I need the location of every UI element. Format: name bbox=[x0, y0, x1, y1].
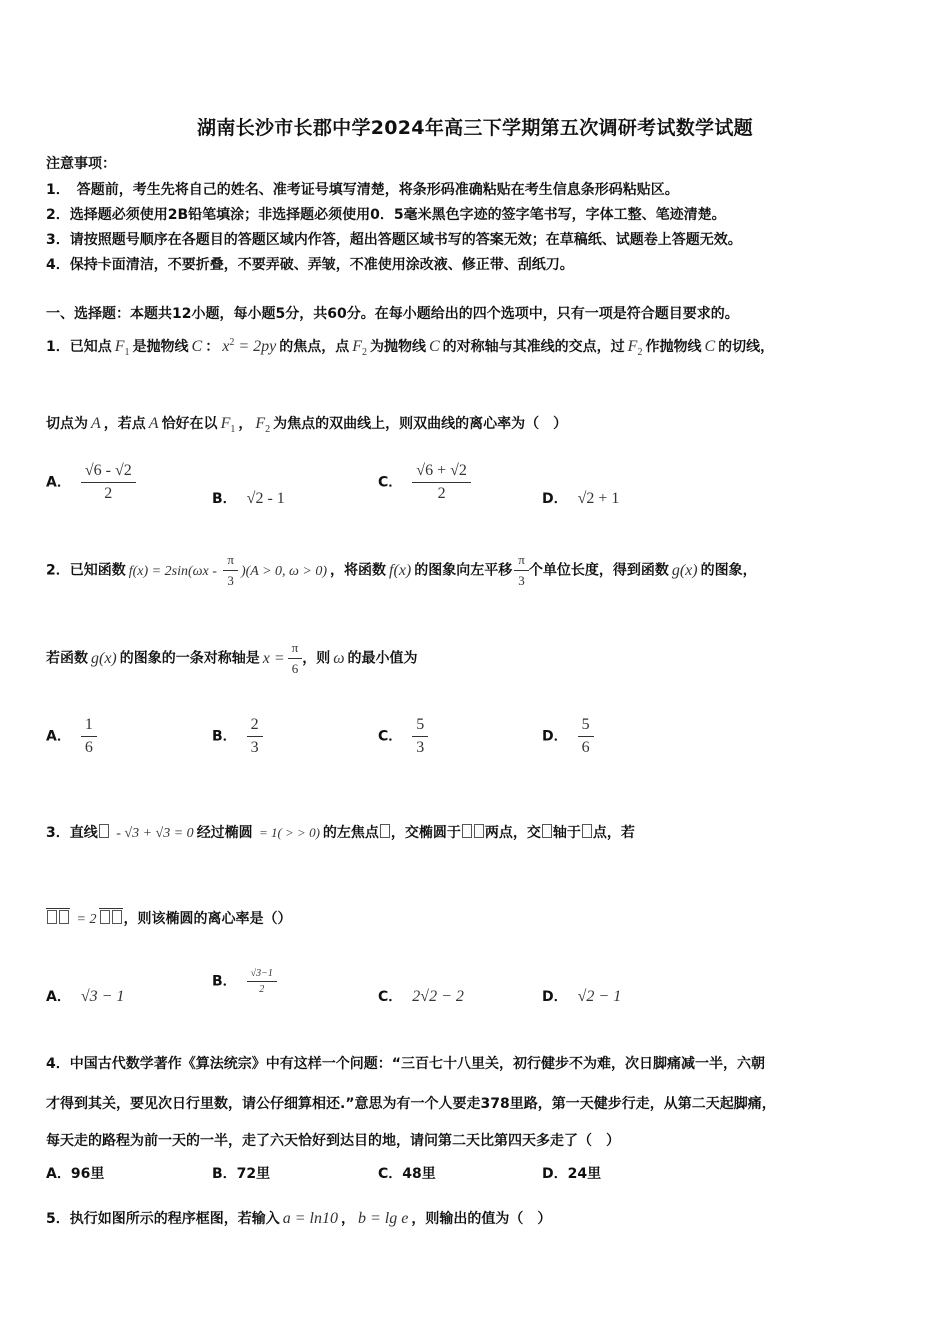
notice-item: 3．请按照题号顺序在各题目的答题区域内作答，超出答题区域书写的答案无效；在草稿纸、试题卷上答题无效。 bbox=[46, 232, 742, 248]
q2-option-a[interactable]: A． $\frac{1}{6}$ bbox=[46, 716, 97, 757]
q1-option-c[interactable]: C． $\frac{√6 + √2}{2}$ bbox=[378, 462, 471, 503]
q2-option-b[interactable]: B． $\frac{2}{3}$ bbox=[212, 716, 263, 757]
q1-option-b[interactable]: B． √2 - 1 bbox=[212, 490, 285, 507]
q3-option-d[interactable]: D． √2 − 1 bbox=[542, 988, 622, 1005]
q4-option-a[interactable]: A．96里 bbox=[46, 1166, 105, 1182]
question-1-line-2: 切点为 A ，若点 A 恰好在以 $F_1$ ， $F_2$ 为焦点的双曲线上，则双曲线的离心率为（ ） bbox=[46, 415, 568, 435]
q4-option-d[interactable]: D．24里 bbox=[542, 1166, 602, 1182]
ellipse-equation: = 1( > > 0) bbox=[255, 825, 320, 840]
notice-item: 4．保持卡面清洁，不要折叠，不要弄破、弄皱，不准使用涂改液、修正带、刮纸刀。 bbox=[46, 257, 574, 273]
question-2-line-2: 若函数 g(x) 的图象的一条对称轴是 x = $\frac{\pi}{6}$ ，则 ω 的最小值为 bbox=[46, 640, 418, 676]
q4-option-c[interactable]: C．48里 bbox=[378, 1166, 436, 1182]
q2-option-d[interactable]: D． $\frac{5}{6}$ bbox=[542, 716, 594, 757]
question-3-line-1: 3．直线 - √3 + √3 = 0 经过椭圆 = 1( > > 0) 的左焦点 ，交椭圆于 两点，交 轴于 点，若 bbox=[46, 825, 635, 841]
question-3-line-2: = 2 ，则该椭圆的离心率是（） bbox=[46, 908, 291, 928]
q2-option-c[interactable]: C． $\frac{5}{3}$ bbox=[378, 716, 428, 757]
q4-option-b[interactable]: B．72里 bbox=[212, 1166, 271, 1182]
line-equation: - √3 + √3 = 0 bbox=[112, 826, 194, 841]
question-5-line: 5．执行如图所示的程序框图，若输入 a = ln10 ， b = lg e ，则输出的值为（ ） bbox=[46, 1210, 552, 1227]
q3-option-c[interactable]: C． 2√2 − 2 bbox=[378, 988, 464, 1005]
math-parabola-eq: $x^2 = 2py$ bbox=[222, 337, 277, 355]
page-title: 湖南长沙市长郡中学2024年高三下学期第五次调研考试数学试题 bbox=[197, 117, 753, 139]
question-4-line: 4．中国古代数学著作《算法统宗》中有这样一个问题：“三百七十八里关，初行健步不为难，次日脚痛减一半，六朝 bbox=[46, 1056, 765, 1072]
question-2-line-1: 2．已知函数 f(x) = 2sin(ωx - $\frac{\pi}{3}$ )(A > 0, ω > 0) ，将函数 f(x) 的图象向左平移 $\frac{\pi}{3}$ 个单位长度，得到函数 g(x) 的图象， bbox=[46, 552, 757, 588]
q3-option-b[interactable]: B． $\frac{√3-1}{2}$ bbox=[212, 968, 277, 995]
question-4-line: 才得到其关，要见次日行里数，请公仔细算相还.”意思为有一个人要走378里路，第一天健步行走，从第二天起脚痛， bbox=[46, 1096, 776, 1112]
question-1-line-1: 1．已知点 $F_1$ 是抛物线 C ： $x^2 = 2py$ 的焦点，点 $F_2$ 为抛物线 C 的对称轴与其准线的交点，过 $F_2$ 作抛物线 C 的切线， bbox=[46, 337, 775, 358]
question-4-line: 每天走的路程为前一天的一半，走了六天恰好到达目的地，请问第二天比第四天多走了（ ） bbox=[46, 1133, 620, 1149]
q1-option-a[interactable]: A． $\frac{√6 - √2}{2}$ bbox=[46, 462, 136, 503]
q1-option-d[interactable]: D． √2 + 1 bbox=[542, 490, 620, 507]
notice-heading: 注意事项： bbox=[46, 156, 116, 172]
math-f1: $F_1$ bbox=[114, 338, 130, 358]
notice-item: 1． 答题前，考生先将自己的姓名、准考证号填写清楚，将条形码准确粘贴在考生信息条形码粘贴区。 bbox=[46, 182, 679, 198]
q3-option-a[interactable]: A． √3 − 1 bbox=[46, 988, 125, 1005]
notice-item: 2．选择题必须使用2B铅笔填涂；非选择题必须使用0．5毫米黑色字迹的签字笔书写，字体工整、笔迹清楚。 bbox=[46, 207, 726, 223]
section-heading: 一、选择题：本题共12小题，每小题5分，共60分。在每小题给出的四个选项中，只有一项是符合题目要求的。 bbox=[46, 306, 739, 322]
